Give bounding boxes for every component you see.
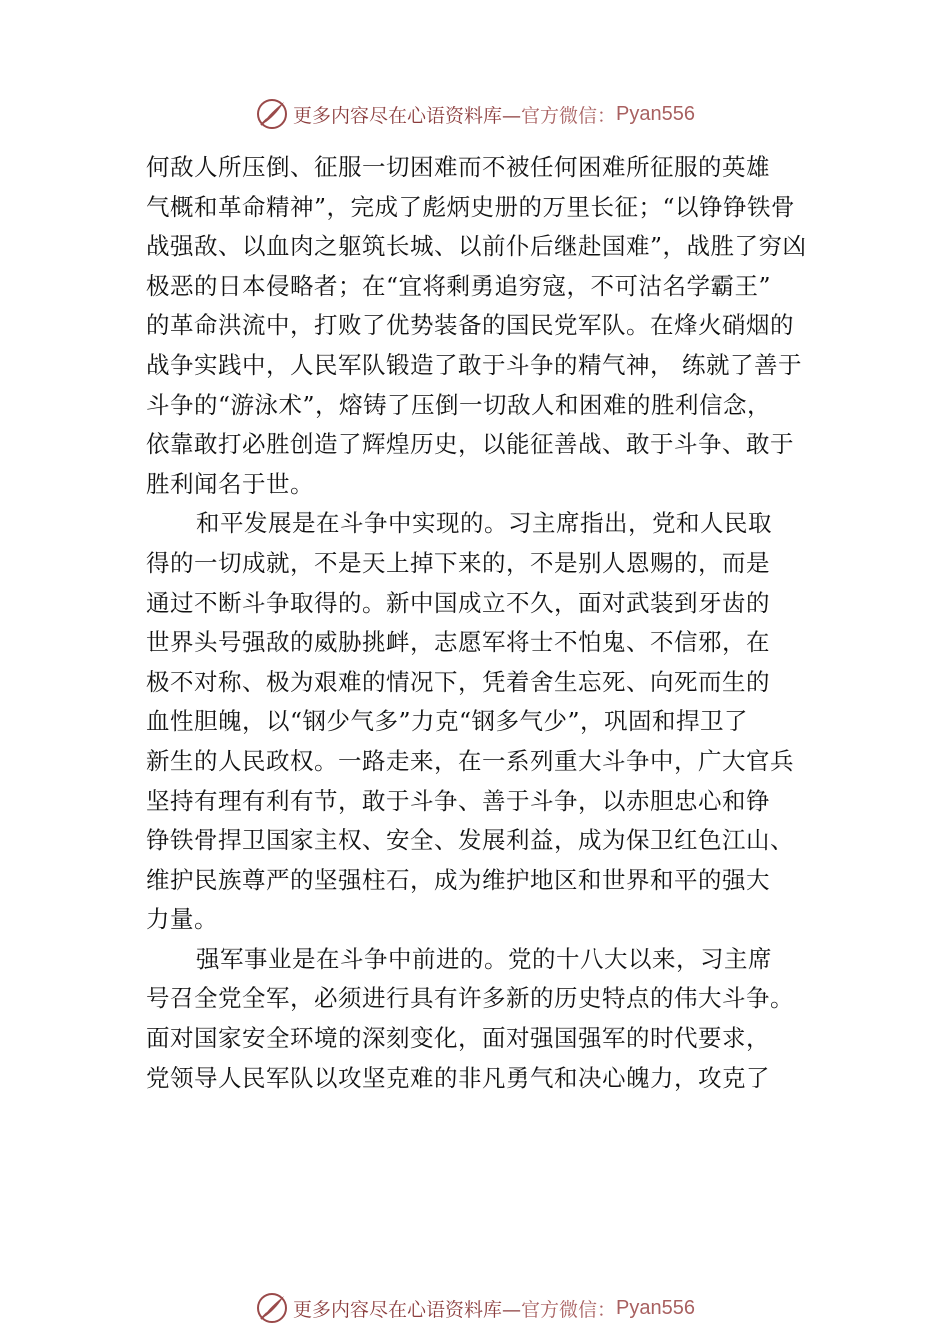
text-line: 强军事业是在斗争中前进的。党的十八大以来，习主席	[196, 944, 772, 973]
quill-pen-logo-icon	[255, 97, 289, 131]
text-line: 新生的人民政权。一路走来，在一系列重大斗争中，广大官兵	[146, 746, 794, 775]
text-line: 和平发展是在斗争中实现的。习主席指出，党和人民取	[196, 509, 772, 538]
paragraph-2	[146, 504, 822, 940]
text-line: 面对国家安全环境的深刻变化，面对强国强军的时代要求，	[146, 1024, 770, 1053]
text-line: 号召全党全军，必须进行具有许多新的历史特点的伟大斗争。	[146, 984, 794, 1013]
text-line: 依靠敢打必胜创造了辉煌历史，以能征善战、敢于斗争、敢于	[146, 430, 794, 459]
text-line: 维护民族尊严的坚强柱石，成为维护地区和世界和平的强大	[146, 865, 770, 894]
text-line: 世界头号强敌的威胁挑衅，志愿军将士不怕鬼、不信邪，在	[146, 628, 770, 657]
footer-banner	[0, 1288, 950, 1328]
header-wechat-id: Pyan556	[616, 102, 695, 125]
text-line: 气概和革命精神”，完成了彪炳史册的万里长征；“以铮铮铁骨	[146, 192, 796, 221]
footer-banner-text: 更多内容尽在心语资料库—	[293, 1298, 522, 1321]
text-line: 铮铁骨捍卫国家主权、安全、发展利益，成为保卫红色江山、	[146, 826, 794, 855]
footer-wechat-label: 官方微信：	[521, 1298, 617, 1321]
text-line: 通过不断斗争取得的。新中国成立不久，面对武装到牙齿的	[146, 588, 770, 617]
text-line: 坚持有理有利有节，敢于斗争、善于斗争，以赤胆忠心和铮	[146, 786, 770, 815]
text-line: 党领导人民军队以攻坚克难的非凡勇气和决心魄力，攻克了	[146, 1063, 770, 1092]
text-line: 何敌人所压倒、征服一切困难而不被任何困难所征服的英雄	[146, 153, 770, 181]
paragraph-3	[146, 940, 822, 1098]
header-wechat-label: 官方微信：	[521, 104, 617, 127]
text-line: 战争实践中，人民军队锻造了敢于斗争的精气神， 练就了善于	[146, 350, 802, 379]
text-line: 战强敌、以血肉之躯筑长城、以前仆后继赴国难”，战胜了穷凶	[146, 232, 807, 261]
text-line: 极恶的日本侵略者；在“宜将剩勇追穷寇，不可沽名学霸王”	[146, 271, 772, 300]
text-line: 力量。	[146, 905, 218, 934]
text-line: 斗争的“游泳术”，熔铸了压倒一切敌人和困难的胜利信念，	[146, 390, 772, 419]
footer-wechat-id: Pyan556	[616, 1296, 695, 1319]
document-body	[146, 148, 822, 1098]
text-line: 血性胆魄，以“钢少气多”力克“钢多气少”，巩固和捍卫了	[146, 707, 749, 736]
text-line: 得的一切成就，不是天上掉下来的，不是别人恩赐的，而是	[146, 548, 770, 577]
quill-pen-logo-icon	[255, 1291, 289, 1325]
text-line: 胜利闻名于世。	[146, 469, 314, 498]
text-line: 极不对称、极为艰难的情况下，凭着舍生忘死、向死而生的	[146, 667, 770, 696]
text-line: 的革命洪流中，打败了优势装备的国民党军队。在烽火硝烟的	[146, 311, 794, 340]
paragraph-1	[146, 148, 822, 504]
header-banner-text: 更多内容尽在心语资料库—	[293, 104, 522, 127]
header-banner	[0, 94, 950, 134]
